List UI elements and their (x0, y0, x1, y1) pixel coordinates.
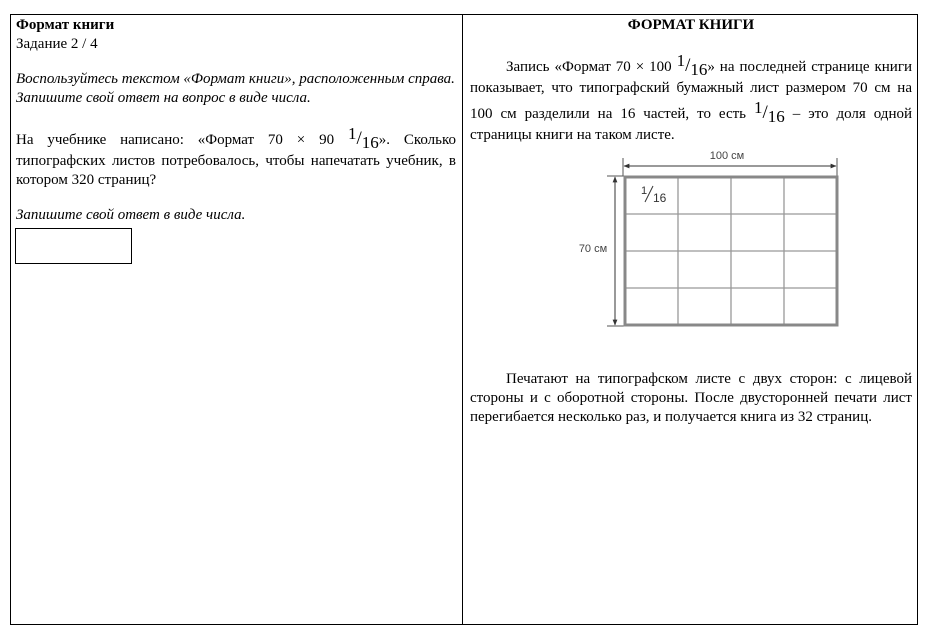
paragraph-1-text-3: – это доля одной страницы книги на таком листе. (470, 106, 912, 143)
fraction-numerator: 1 (347, 124, 357, 143)
answer-prompt: Запишите свой ответ в виде числа. (16, 207, 246, 223)
sheet-diagram (565, 146, 855, 336)
fraction: 1/16 (753, 98, 785, 126)
text-paragraph-2: Печатают на типографском листе с двух сторон: с лицевой стороны и с оборотной стороны. После двусторонней печати лист перегибается несколько раз, и получается книга из 32 страниц. (470, 371, 912, 425)
paragraph-1-text-1: Запись «Формат 70 × 100 (506, 59, 677, 75)
column-divider (462, 14, 463, 625)
task-question (16, 124, 456, 190)
task-number: Задание 2 / 4 (16, 36, 98, 52)
paragraph-1-text-2: » на последней странице книги показывает, что типографский бумажный лист размером 70 см на 100 см разделили на 16 частей, то есть (470, 59, 912, 122)
fraction-denominator: 16 (361, 133, 379, 152)
fraction-numerator: 1 (676, 51, 686, 70)
task-title: Формат книги (16, 17, 115, 33)
question-text-2: ». Сколько типографских листов потребовалось, чтобы напечатать учебник, в котором 320 страниц? (16, 132, 457, 188)
cell-label-denominator: 16 (653, 191, 667, 205)
width-label: 100 см (709, 150, 745, 162)
cell-label-numerator: 1 (641, 185, 648, 197)
fraction-denominator: 16 (690, 60, 708, 79)
fraction: 1/16 (347, 124, 379, 152)
text-title: ФОРМАТ КНИГИ (627, 17, 755, 33)
fraction-numerator: 1 (753, 98, 763, 117)
answer-input[interactable] (15, 228, 132, 264)
fraction: 1/16 (676, 51, 708, 79)
question-text-1: На учебнике написано: «Формат 70 × 90 (16, 132, 348, 148)
fraction-denominator: 16 (767, 107, 785, 126)
height-label: 70 см (578, 243, 608, 255)
task-instruction: Воспользуйтесь текстом «Формат книги», расположенным справа. Запишите свой ответ на вопрос в виде числа. (16, 71, 455, 106)
task-panel (16, 16, 456, 225)
text-paragraph-1 (470, 51, 912, 145)
